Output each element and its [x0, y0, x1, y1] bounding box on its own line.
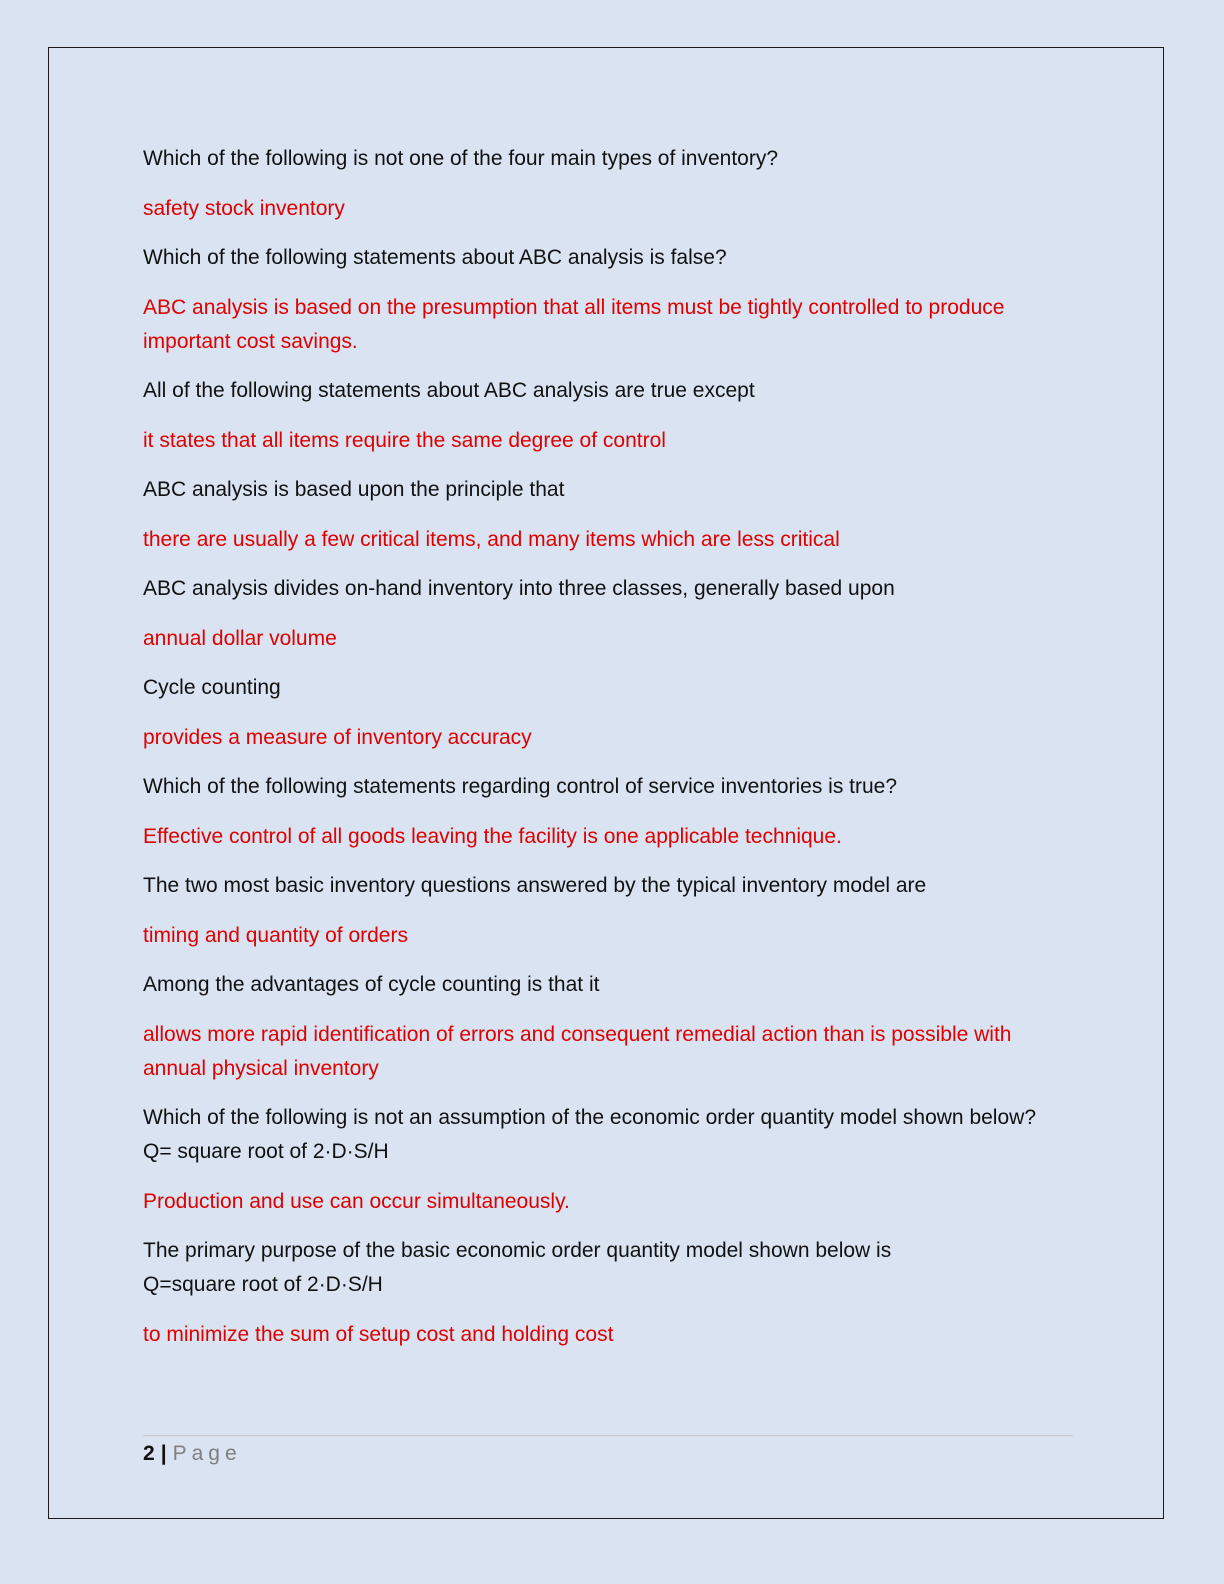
question-text: The primary purpose of the basic economic order quantity model shown below is [143, 1239, 892, 1262]
page-number: 2 [143, 1442, 155, 1465]
question-text: Which of the following is not one of the four main types of inventory? [143, 147, 779, 170]
answer-text: to minimize the sum of setup cost and holding cost [143, 1322, 614, 1346]
question-text: Which of the following statements about ABC analysis is false? [143, 246, 727, 269]
answer-text: allows more rapid identification of errors and consequent remedial action than is possible with annual physical inventory [143, 1022, 1012, 1080]
document-body [143, 142, 1073, 1367]
question-text: ABC analysis is based upon the principle that [143, 478, 565, 501]
answer-text: it states that all items require the same degree of control [143, 428, 666, 452]
answer-text: Production and use can occur simultaneously. [143, 1189, 570, 1213]
footer-divider [143, 1435, 1073, 1436]
question-formula: Q=square root of 2·D·S/H [143, 1273, 383, 1296]
question-text: Cycle counting [143, 676, 281, 699]
answer-text: there are usually a few critical items, and many items which are less critical [143, 527, 840, 551]
question-formula: Q= square root of 2·D·S/H [143, 1140, 389, 1163]
question-block [143, 1101, 1073, 1169]
question-text: The two most basic inventory questions answered by the typical inventory model are [143, 874, 927, 897]
answer-text: annual dollar volume [143, 626, 337, 650]
answer-text: provides a measure of inventory accuracy [143, 725, 532, 749]
question-text: All of the following statements about ABC analysis are true except [143, 379, 755, 402]
question-text: Among the advantages of cycle counting is that it [143, 973, 600, 996]
question-text: Which of the following is not an assumption of the economic order quantity model shown below? [143, 1106, 1036, 1129]
question-block [143, 1234, 1073, 1302]
question-text: Which of the following statements regarding control of service inventories is true? [143, 775, 898, 798]
answer-text: timing and quantity of orders [143, 923, 408, 947]
question-text: ABC analysis divides on-hand inventory into three classes, generally based upon [143, 577, 895, 600]
answer-text: ABC analysis is based on the presumption that all items must be tightly controlled to produce important cost savings. [143, 295, 1005, 353]
footer-separator: | [160, 1442, 167, 1465]
page-label: Page [172, 1442, 242, 1465]
answer-text: Effective control of all goods leaving the facility is one applicable technique. [143, 824, 842, 848]
answer-text: safety stock inventory [143, 196, 345, 220]
page-footer [143, 1440, 242, 1468]
